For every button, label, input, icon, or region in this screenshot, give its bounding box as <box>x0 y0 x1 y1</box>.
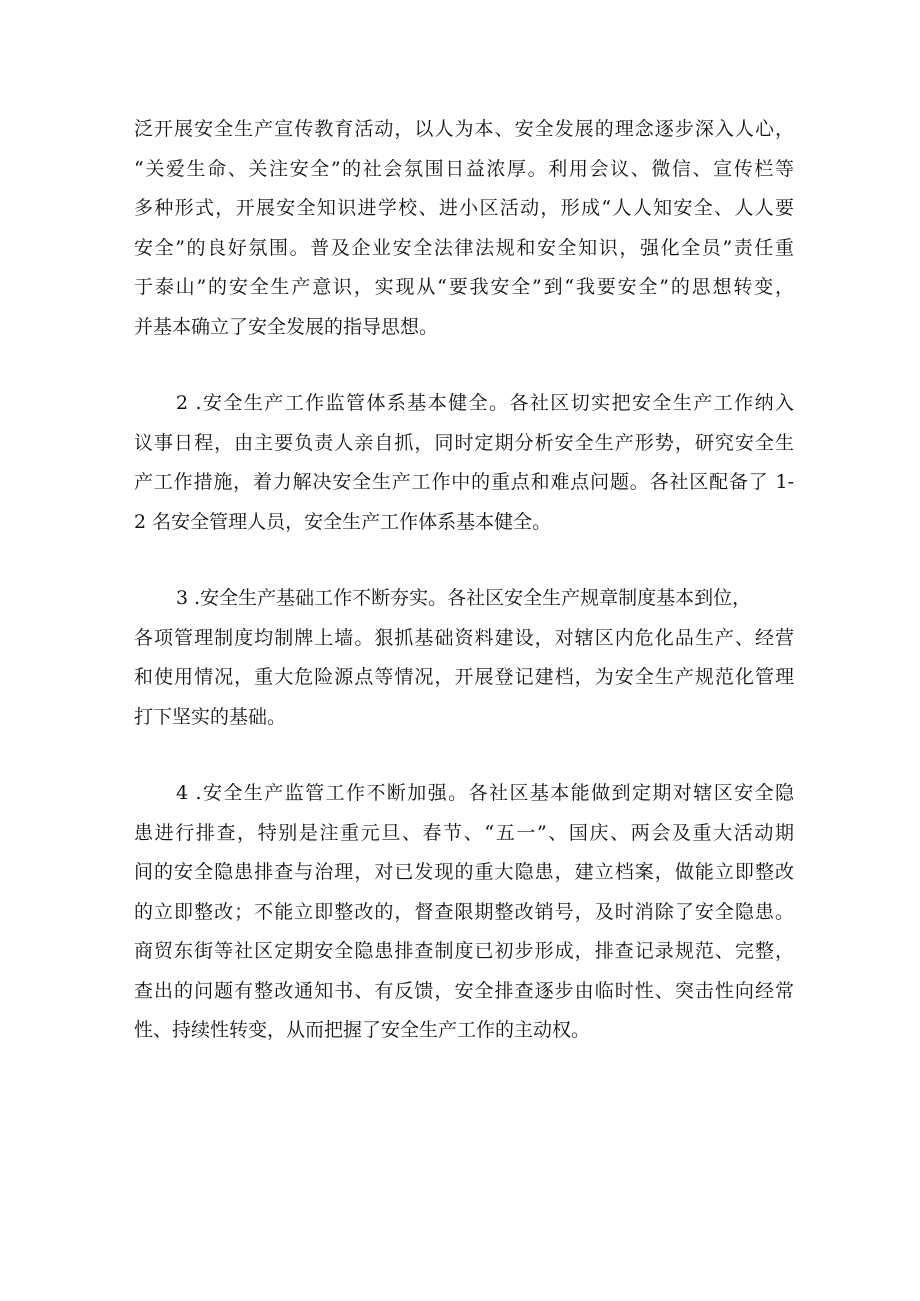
document-body <box>134 110 794 1088</box>
text-line: 4 .安全生产监管工作不断加强。各社区基本能做到定期对辖区安全隐 <box>176 782 794 804</box>
text-line: 查出的问题有整改通知书、有反馈，安全排查逐步由临时性、突击性向经常 <box>134 979 794 1002</box>
text-line: 和使用情况，重大危险源点等情况，开展登记建档，为安全生产规范化管理 <box>134 666 794 688</box>
text-line: 多种形式，开展安全知识进学校、进小区活动，形成“人人知安全、人人要 <box>134 197 794 219</box>
text-line: 患进行排查，特别是注重元旦、春节、“五一”、国庆、两会及重大活动期 <box>134 821 794 844</box>
text-line: 安全”的良好氛围。普及企业安全法律法规和安全知识，强化全员”责任重 <box>134 236 794 259</box>
text-line: 泛开展安全生产宣传教育活动，以人为本、安全发展的理念逐步深入人心， <box>134 118 794 140</box>
text-line: 议事日程，由主要负责人亲自抓，同时定期分析安全生产形势，研究安全生 <box>134 431 794 454</box>
text-line: 2 .安全生产工作监管体系基本健全。各社区切实把安全生产工作纳入 <box>176 392 794 414</box>
paragraph-item-2 <box>134 384 794 542</box>
text-line: 的立即整改；不能立即整改的，督查限期整改销号，及时消除了安全隐患。 <box>134 900 794 923</box>
text-line: 打下坚实的基础。 <box>134 705 287 728</box>
text-line: 于泰山”的安全生产意识，实现从“要我安全”到“我要安全”的思想转变， <box>134 276 794 298</box>
text-line: “关爱生命、关注安全”的社会氛围日益浓厚。利用会议、微信、宣传栏等 <box>134 157 794 180</box>
text-line: 间的安全隐患排查与治理，对已发现的重大隐患，建立档案，做能立即整改 <box>134 861 794 883</box>
text-line: 商贸东街等社区定期安全隐患排查制度已初步形成，排查记录规范、完整， <box>134 940 794 962</box>
paragraph-item-4 <box>134 774 794 1051</box>
paragraph-item-3 <box>134 579 794 737</box>
text-line: 2 名安全管理人员，安全生产工作体系基本健全。 <box>134 510 552 533</box>
text-line: 3 .安全生产基础工作不断夯实。各社区安全生产规章制度基本到位， <box>176 587 752 609</box>
text-line: 各项管理制度均制牌上墙。狠抓基础资料建设，对辖区内危化品生产、经营 <box>134 626 794 649</box>
text-line: 产工作措施，着力解决安全生产工作中的重点和难点问题。各社区配备了 1- <box>134 471 794 493</box>
text-line: 并基本确立了安全发展的指导思想。 <box>134 315 439 338</box>
text-line: 性、持续性转变，从而把握了安全生产工作的主动权。 <box>134 1019 591 1041</box>
paragraph-safety-awareness <box>134 110 794 347</box>
